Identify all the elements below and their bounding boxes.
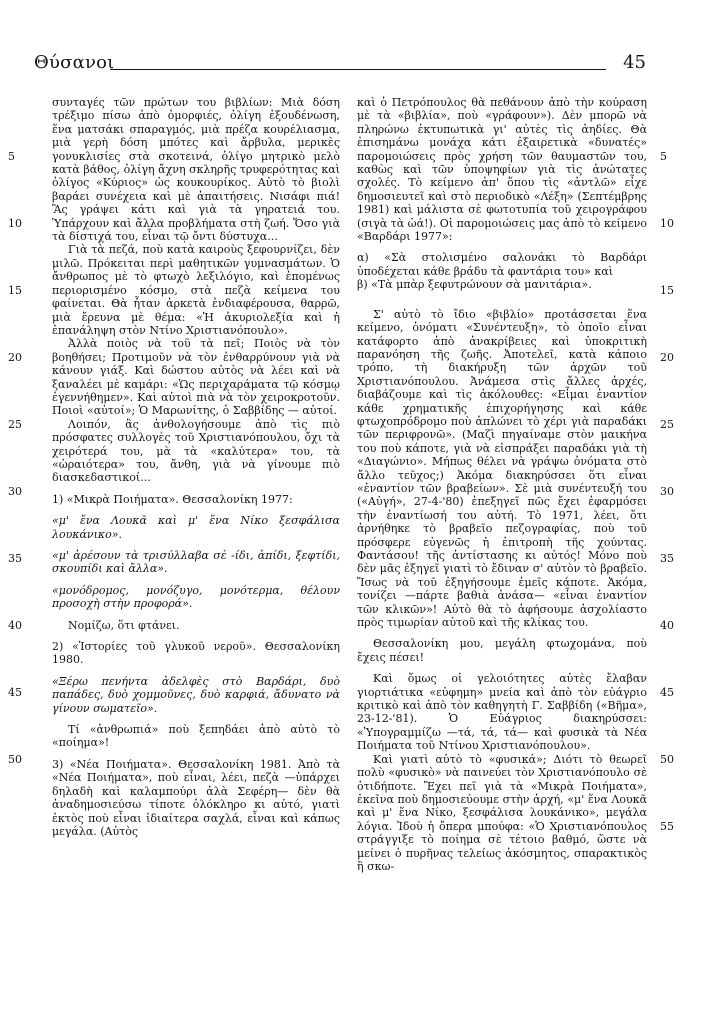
spacer bbox=[357, 243, 647, 251]
spacer bbox=[52, 611, 340, 619]
spacer bbox=[52, 541, 340, 549]
line-number: 10 bbox=[660, 216, 674, 230]
page-header bbox=[34, 52, 646, 76]
line-number: 25 bbox=[8, 417, 22, 431]
line-number: 45 bbox=[8, 685, 22, 699]
paragraph: καὶ ὁ Πετρόπουλος θὰ πεθάνουν ἀπὸ τὴν κούραση μὲ τὰ «βιβλία», ποὺ «γράφουν»). Δὲν μπορῶ νὰ πληρώνω ἐκτυπωτικὰ γι' αὐτὲς τὶς ἀηδίες. Θὰ ἐπισημάνω μονάχα κάτι ἐξαιρετικὰ «δυνατές» παρομοιώσεις πρὸς χρήση τῶν θαυμαστῶν του, καθὼς καὶ τῶν ὑποψηφίων γιὰ τὶς ἀνώτατες σχολές. Τὸ κείμενο ἀπ' ὅπου τὶς «ἀντλῶ» εἶχε δημοσιευτεῖ καὶ στὸ περιοδικὸ «Λέξη» (Σεπτέμβρης 1981) καὶ μάλιστα σὲ φωτοτυπία τοῦ χειρογράφου (σιγὰ τὰ ὠά!). Οἱ παρομοιώσεις μας ἀπὸ τὸ κείμενο «Βαρδάρι 1977»: bbox=[357, 96, 647, 244]
spacer bbox=[357, 292, 647, 300]
paragraph: 3) «Νέα Ποιήματα». Θεσσαλονίκη 1981. Ἀπὸ τὰ «Νέα Ποιήματα», ποὺ εἶναι, λέει, πεζὰ —ὑπάρχει δηλαδὴ καὶ καλαμπούρι ἀλὰ Σεφέρη— δὲν θὰ ἀναδημοσιεύσω τίποτε ὁλόκληρο κι αὐτό, γιατὶ ἐκτὸς ποὺ εἶναι ἰδιαίτερα σαχλά, εἶναι καὶ κάπως μεγάλα. (Αὐτὸς bbox=[52, 757, 340, 838]
line-number: 45 bbox=[660, 685, 674, 699]
line-number: 20 bbox=[8, 350, 22, 364]
line-number: 35 bbox=[660, 551, 674, 565]
line-number: 25 bbox=[660, 417, 674, 431]
line-number: 30 bbox=[660, 484, 674, 498]
line-number: 40 bbox=[660, 618, 674, 632]
paragraph: α) «Σὰ στολισμένο σαλονάκι τὸ Βαρδάρι ὑποδέχεται κάθε βράδυ τὰ φαντάρια του» καὶ bbox=[357, 251, 647, 278]
spacer bbox=[52, 667, 340, 675]
line-number: 35 bbox=[8, 551, 22, 565]
line-number: 15 bbox=[8, 283, 22, 297]
spacer bbox=[52, 576, 340, 584]
paragraph: Θεσσαλονίκη μου, μεγάλη φτωχομάνα, ποὺ ἔχεις πέσει! bbox=[357, 637, 647, 664]
paragraph: Καὶ ὅμως οἱ γελοιότητες αὐτὲς ἔλαβαν γιορτιάτικα «εὐφημη» μνεία καὶ ἀπὸ τὸν εὐάγριο κριτικὸ καὶ ἀπὸ τὸν καθηγητὴ Γ. Σαββίδη («Βῆμα», 23-12-'81). Ὁ Εὐάγριος διακηρύσσει: «Ὑπογραμμίζω —τά, τά, τά— καὶ φυσικὰ τὰ Νέα Ποιήματα τοῦ Ντίνου Χριστιανόπουλου». bbox=[357, 672, 647, 753]
quoted-verse: «μονόδρομος, μονόζυγο, μονότερμα, θέλουν προσοχὴ στὴν προφορά». bbox=[52, 583, 340, 611]
list-item: 2) «Ἱστορίες τοῦ γλυκοῦ νεροῦ». Θεσσαλονίκη 1980. bbox=[52, 640, 340, 667]
line-number: 40 bbox=[8, 618, 22, 632]
spacer bbox=[52, 506, 340, 514]
header-rule bbox=[110, 69, 606, 70]
spacer bbox=[357, 664, 647, 672]
paragraph: Ἀλλὰ ποιὸς νὰ τοῦ τὰ πεῖ; Ποιὸς νὰ τὸν βοηθήσει; Προτιμοῦν νὰ τὸν ἐνθαρρύνουν γιὰ νὰ κάνουν γιάξ. Καὶ δώστου αὐτὸς νὰ λέει καὶ νὰ ξαναλέει μὲ καμάρι: «Ὡς περιχαράματα τῷ κόσμῳ ἐγεννήθημεν». Καὶ αὐτοὶ πιὰ νὰ τὸν χειροκροτοῦν. Ποιοὶ «αὐτοί»; Ὁ Μαρωνίτης, ὁ Σαββίδης — αὐτοί. bbox=[52, 337, 340, 418]
line-number: 20 bbox=[660, 350, 674, 364]
line-number: 15 bbox=[660, 283, 674, 297]
paragraph: συνταγές τῶν πρώτων του βιβλίων: Μιὰ δόση τρέξιμο πίσω ἀπὸ ὀμορφιές, ὀλίγη ἐξουδένωση, ἕνα ματσάκι σπαραγμός, μιὰ πρέζα κουρέλιασμα, μιὰ γερὴ δόση μπότες καὶ ἄρβυλα, μερικὲς γονυκλισίες στὰ σκοτεινά, ὀλίγο μητρικὸ μελὸ κατὰ βάθος, ὀλίγη ἄχνη σκληρῆς τρυφερότητας καὶ ὀλίγος «Κύριος» ὡς κουκουρίκος. Αὐτὸ τὸ βιολὶ βαράει συνέχεια καὶ μὲ ἀπαιτήσεις. Νισάφι πιά! Ἂς γράψει κάτι καὶ γιὰ τὰ γηρατειά του. Ὑπάρχουν καὶ ἄλλα προβλήματα στὴ ζωή. Ὅσο γιὰ τὰ δίστιχά του, εἶναι τῷ ὄντι δύστυχα... bbox=[52, 96, 340, 244]
list-item: 1) «Μικρὰ Ποιήματα». Θεσσαλονίκη 1977: bbox=[52, 492, 293, 506]
spacer bbox=[357, 300, 647, 308]
spacer bbox=[52, 750, 340, 758]
running-title: Θύσανοι bbox=[34, 52, 115, 73]
line-number: 30 bbox=[8, 484, 22, 498]
spacer bbox=[357, 629, 647, 637]
paragraph: Γιὰ τὰ πεζά, ποὺ κατὰ καιροὺς ξεφουρνίζει, δὲν μιλῶ. Πρόκειται περὶ μαθητικῶν γυμνασμάτων. Ὁ ἄνθρωπος μὲ τὸ φτωχὸ λεξιλόγιο, καὶ ἑπομένως περιορισμένο κόσμο, στὰ πεζὰ κείμενα του φαίνεται. Θὰ ἦταν ἀρκετὰ ἐνδιαφέρουσα, θαρρῶ, μιὰ ἔρευνα μὲ θέμα: «Ἡ ἀκυριολεξία καὶ ἡ ἐπανάληψη στὸν Ντίνο Χριστιανόπουλο». bbox=[52, 243, 340, 337]
line-number: 55 bbox=[660, 819, 674, 833]
paragraph: Καὶ γιατὶ αὐτὸ τὸ «φυσικά»; Διότι τὸ θεωρεῖ πολὺ «φυσικὸ» νὰ παινεύει τὸν Χριστιανόπουλο σὲ ὁτιδήποτε. Ἔχει πεῖ γιὰ τὰ «Μικρὰ Ποιήματα», ἐκεῖνα ποὺ δημοσιεύουμε στὴν ἀρχή, «μ' ἕνα Λουκᾶ καὶ μ' ἕνα Νίκο, ξεσφάλισα λουκάνικο», μεγάλα λόγια. Ἰδοὺ ἡ ὄπερα μπούφα: «Ὁ Χριστιανόπουλος στράγγιξε τὸ ποίημα σὲ τέτοιο βαθμό, ὥστε νὰ μείνει ὁ πυρῆνας τελείως ἀκόσμητος, σπαρακτικὸς ἢ σκω- bbox=[357, 752, 647, 873]
line-number: 5 bbox=[660, 149, 667, 163]
spacer bbox=[52, 715, 340, 723]
paragraph: β) «Τὰ μπὰρ ξεφυτρώνουν σὰ μανιτάρια». bbox=[357, 278, 592, 292]
quoted-verse: «μ' ἀρέσουν τὰ τρισύλλαβα σὲ -ίδι, ἀπίδι, ξεφτίδι, σκουπίδι καὶ ἄλλα». bbox=[52, 549, 340, 576]
line-number: 5 bbox=[8, 149, 15, 163]
quoted-verse: «μ' ἕνα Λουκᾶ καὶ μ' ἕνα Νίκο ξεσφάλισα λουκάνικο». bbox=[52, 514, 340, 541]
quoted-verse: «Ξέρω πενήντα ἀδελφὲς στὸ Βαρδάρι, δυὸ παπάδες, δυὸ χομμοῦνες, δυὸ καρφιά, ἄδυνατο νὰ γίνουν σωματεῖο». bbox=[52, 674, 340, 715]
spacer bbox=[52, 485, 340, 493]
right-column bbox=[357, 96, 647, 873]
line-number: 50 bbox=[660, 752, 674, 766]
paragraph: Τί «ἀνθρωπιά» ποὺ ξεπηδάει ἀπὸ αὐτὸ τὸ «ποίημα»! bbox=[52, 723, 340, 750]
paragraph: Σ' αὐτὸ τὸ ἴδιο «βιβλίο» προτάσσεται ἕνα κείμενο, ὀνόματι «Συνέντευξη», τὸ ὁποῖο εἶναι κατάφορτο ἀπὸ ἀνακρίβειες καὶ ὑποκριτικὴ παρανόηση τῆς ζωῆς. Ἀποτελεῖ, κατὰ κάποιο τρόπο, τὴ διακήρυξη τῶν ἀρχῶν τοῦ Χριστιανόπουλου. Ἀνάμεσα στὶς ἄλλες ἀρχές, διαβάζουμε καὶ τὶς ἀκόλουθες: «Εἶμαι ἐναντίον κάθε χρηματικῆς ἐπιχορήγησης καὶ κάθε φτωχοπρόδρομο ποὺ ἁπλώνει τὸ χέρι γιὰ παραδάκι τῶν περιφρονῶ». (Μαζὶ πηγαίναμε στὸν μαικήνα του ποὺ κάποτε, γιὰ νὰ εἰσπράξει παραδάκι γιὰ τὴ «Διαγώνιο». Μήπως θέλει νὰ γράψω ὀνόματα στὸ ἄλλο τεῦχος;) Ἀκόμα διακηρύσσει ὅτι εἶναι «ἐναντίον τῶν βραβείων». Σὲ μιὰ συνέντευξή του («Αὐγή», 27-4-'80) ἐπεξηγεῖ πῶς ἔχει ἐφαρμόσει τὴν ἐναντίωσή του αὐτή. Τὸ 1971, λέει, ὅτι ἀρνήθηκε τὸ βραβεῖο πεζογραφίας, ποὺ τοῦ πρόσφερε εὐγενῶς ἡ ἐπιτροπὴ τῆς χούντας. Φαντάσου! τῆς ἀντίστασης κι αὐτός! Μόνο ποὺ δὲν μᾶς ἐξηγεῖ γιατὶ τὸ ἔδιναν σ' αὐτὸν τὸ βραβεῖο. Ἴσως νὰ τοῦ ἐξηγήσουμε ἐμεῖς κάποτε. Ἀκόμα, τονίζει —πάρτε βαθιὰ ἀνάσα— «εἶναι ἐναντίον τῶν κλικῶν»! Αὐτὸ θὰ τὸ ἀφήσουμε ἀσχολίαστο πρὸς τιμωρίαν αὐτοῦ καὶ τῆς κλίκας του. bbox=[357, 307, 647, 630]
list-item: Νομίζω, ὅτι φτάνει. bbox=[68, 618, 180, 632]
line-number: 10 bbox=[8, 216, 22, 230]
line-number: 50 bbox=[8, 752, 22, 766]
page-number: 45 bbox=[623, 52, 646, 73]
left-column bbox=[52, 96, 340, 838]
paragraph: Λοιπόν, ἂς ἀνθολογήσουμε ἀπὸ τὶς πιὸ πρόσφατες συλλογὲς τοῦ Χριστιανόπουλου, ὄχι τὰ χειρότερά του, μὰ τὰ «καλύτερα» του, τὰ «ὡραιότερα» του, ἄνθη, γιὰ νὰ γίνουμε πιὸ διασκεδαστικοί... bbox=[52, 417, 340, 485]
spacer bbox=[52, 632, 340, 640]
